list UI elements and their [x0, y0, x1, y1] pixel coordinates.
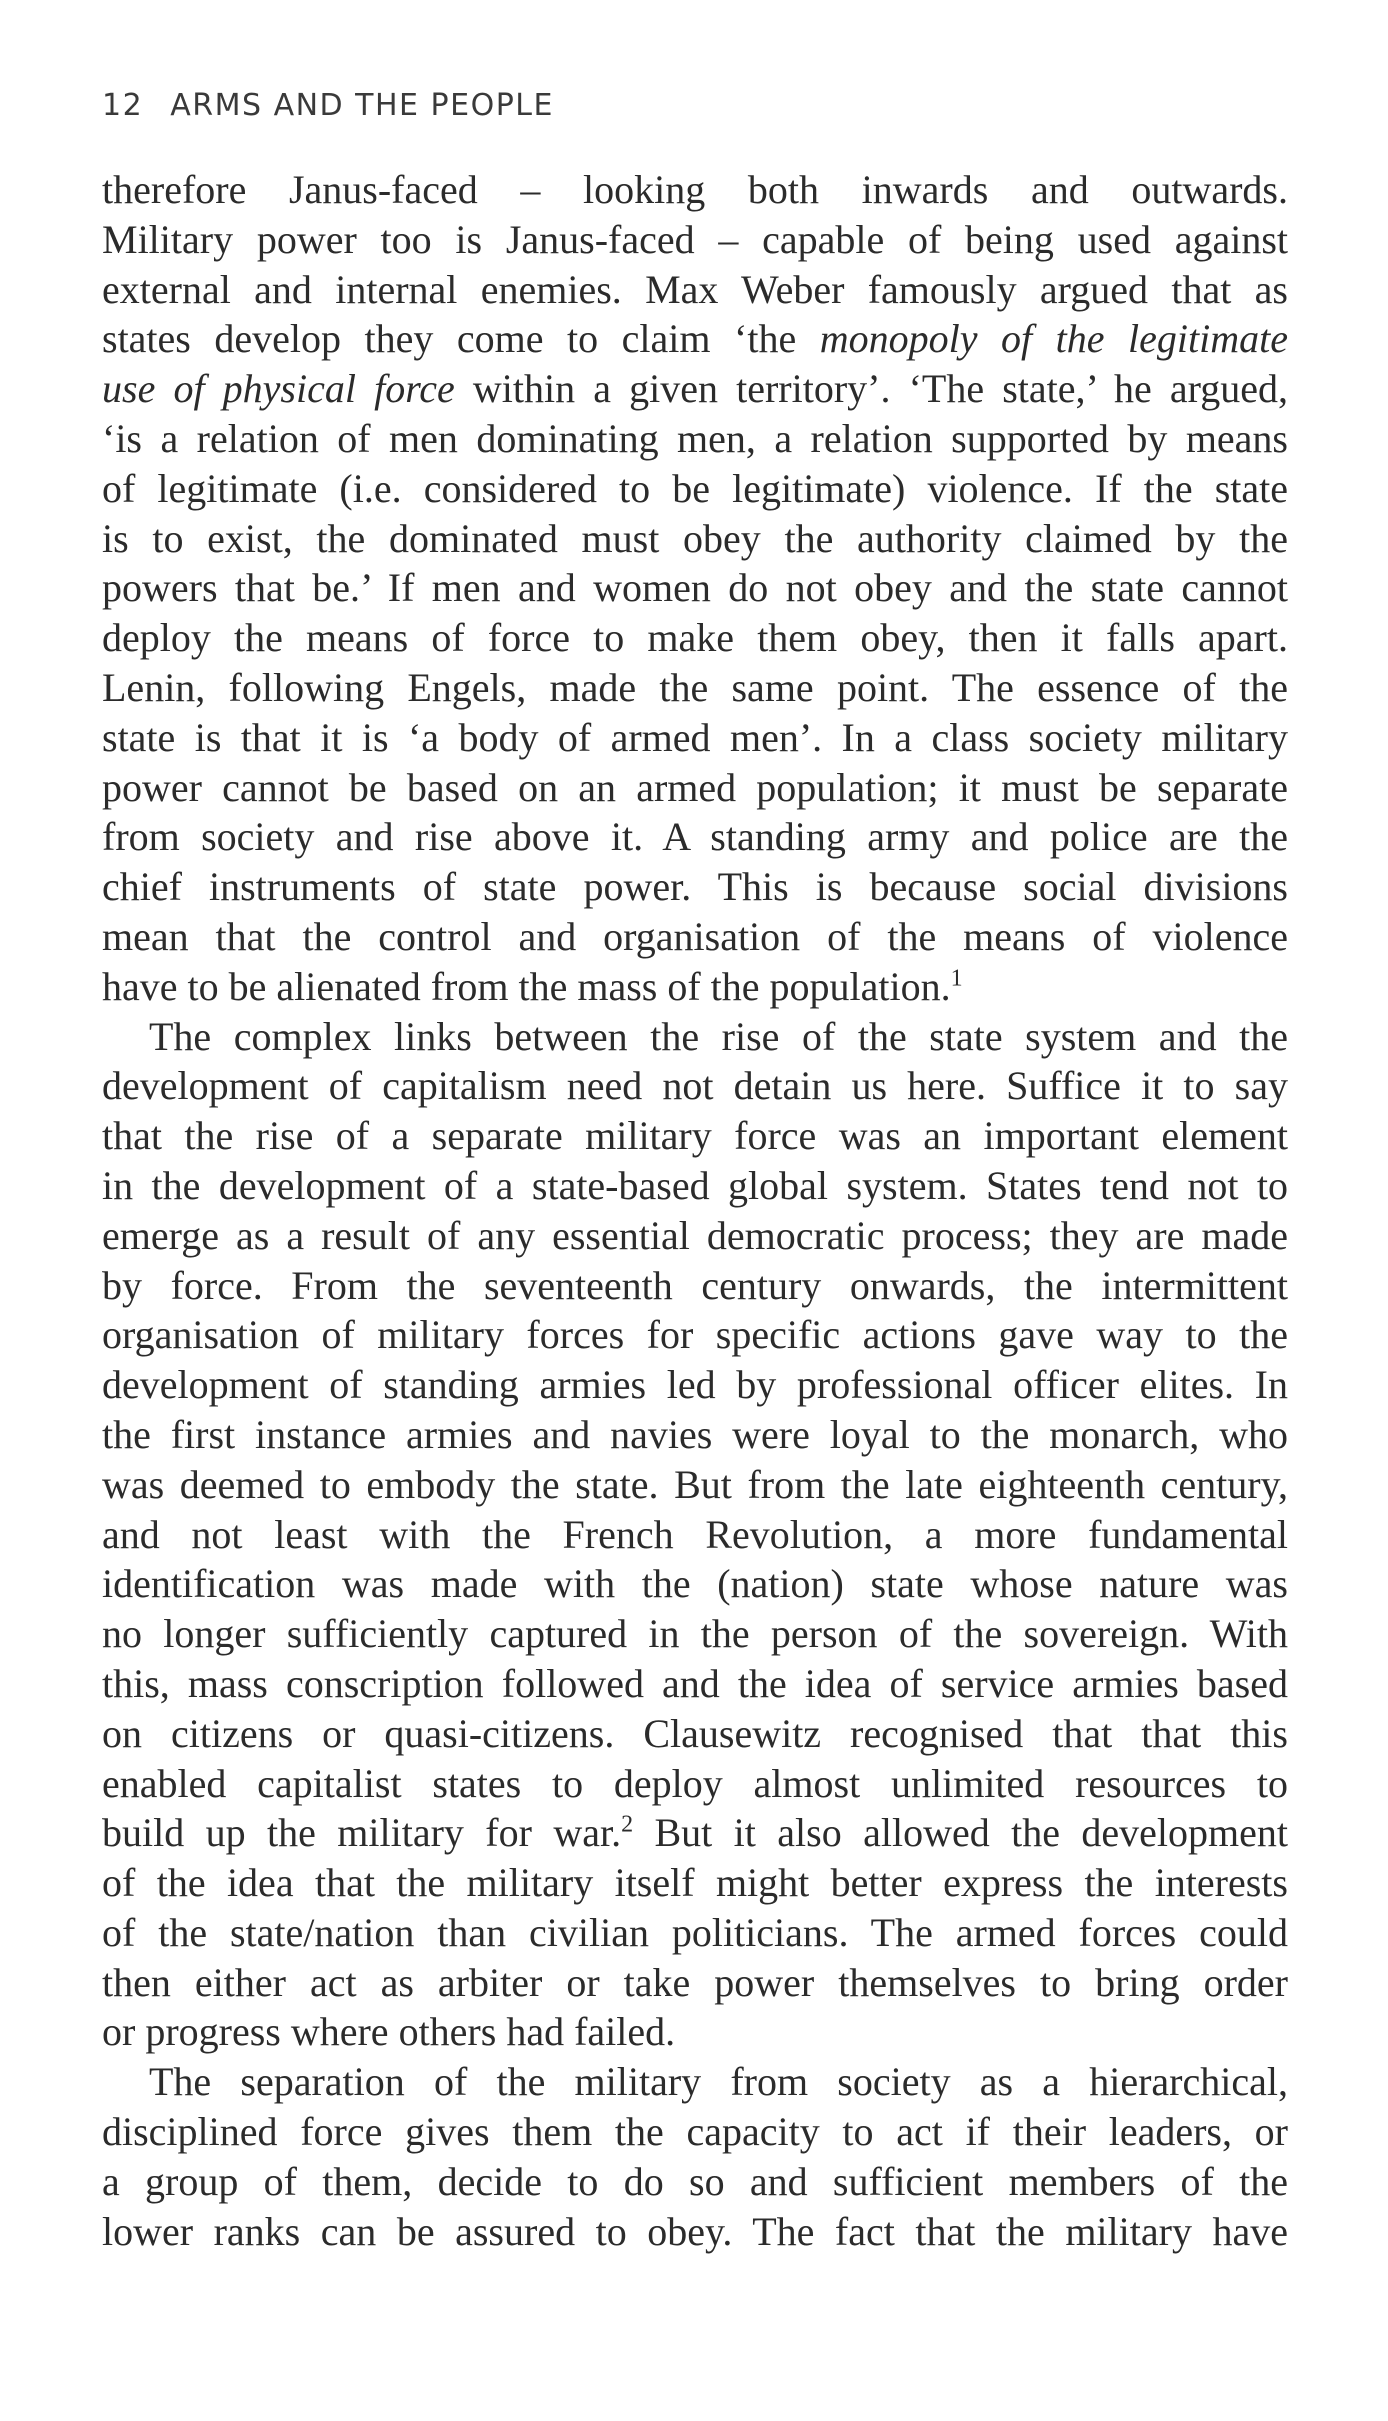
text-run: states develop they come to claim ‘the — [102, 316, 797, 362]
paragraph-1 — [102, 165, 1288, 1012]
text-line: is to exist, the dominated must obey the authority claimed by the — [102, 515, 1288, 561]
text-line — [102, 314, 1288, 364]
text-line: ‘is a relation of men dominating men, a relation supported by means — [102, 415, 1288, 461]
text-line: in the development of a state-based global system. States tend not to — [102, 1162, 1288, 1208]
page-number: 12 — [102, 88, 144, 123]
text-line: deploy the means of force to make them obey, then it falls apart. — [102, 615, 1288, 661]
running-header — [102, 86, 1288, 126]
paragraph-3 — [102, 2057, 1288, 2256]
book-page — [102, 86, 1288, 2256]
text-line: was deemed to embody the state. But from the late eighteenth century, — [102, 1461, 1288, 1507]
text-run: But it also allowed the development — [633, 1810, 1288, 1856]
text-line: Military power too is Janus-faced – capable of being used against — [102, 216, 1288, 262]
text-line: enabled capitalist states to deploy almost unlimited resources to — [102, 1760, 1288, 1806]
text-line: that the rise of a separate military force was an important element — [102, 1113, 1288, 1159]
text-line: power cannot be based on an armed population; it must be separate — [102, 764, 1288, 810]
text-line: lower ranks can be assured to obey. The fact that the military have — [102, 2208, 1288, 2254]
text-line — [102, 364, 1288, 414]
text-line: The complex links between the rise of the state system and the — [149, 1013, 1288, 1059]
text-line: on citizens or quasi-citizens. Clausewitz recognised that that this — [102, 1710, 1288, 1756]
text-line: emerge as a result of any essential democratic process; they are made — [102, 1212, 1288, 1258]
text-line: powers that be.’ If men and women do not obey and the state cannot — [102, 565, 1288, 611]
text-run: build up the military for war. — [102, 1810, 622, 1856]
text-line — [102, 1808, 1288, 1858]
text-line: development of standing armies led by professional officer elites. In — [102, 1362, 1288, 1408]
text-line: disciplined force gives them the capacity to act if their leaders, or — [102, 2109, 1288, 2155]
footnote-reference: 2 — [621, 1811, 634, 1838]
text-line: external and internal enemies. Max Weber famously argued that as — [102, 266, 1288, 312]
text-run: have to be alienated from the mass of the population. — [102, 963, 951, 1009]
text-line: of the state/nation than civilian politicians. The armed forces could — [102, 1909, 1288, 1955]
text-line: mean that the control and organisation of the means of violence — [102, 913, 1288, 959]
text-line: or progress where others had failed. — [102, 2009, 676, 2055]
running-title: ARMS AND THE PEOPLE — [170, 88, 554, 123]
text-run: within a given territory’. ‘The state,’ he argued, — [454, 366, 1288, 412]
text-line: Lenin, following Engels, made the same point. The essence of the — [102, 664, 1288, 710]
text-line: therefore Janus-faced – looking both inwards and outwards. — [102, 167, 1288, 212]
text-line: then either act as arbiter or take power themselves to bring order — [102, 1959, 1288, 2005]
text-line: identification was made with the (nation) state whose nature was — [102, 1561, 1288, 1607]
text-line: chief instruments of state power. This is because social divisions — [102, 864, 1288, 910]
text-line: and not least with the French Revolution, a more fundamental — [102, 1511, 1288, 1557]
text-line: of the idea that the military itself might better express the interests — [102, 1860, 1288, 1906]
text-line: no longer sufficiently captured in the person of the sovereign. With — [102, 1611, 1288, 1657]
text-line: from society and rise above it. A standing army and police are the — [102, 814, 1288, 860]
text-line: by force. From the seventeenth century onwards, the intermittent — [102, 1262, 1288, 1308]
italic-phrase: use of physical force — [102, 366, 455, 412]
text-line — [102, 962, 1288, 1012]
italic-phrase: monopoly of the legitimate — [819, 316, 1288, 362]
body-text — [102, 165, 1288, 2256]
paragraph-2 — [102, 1012, 1288, 2058]
text-line: organisation of military forces for specific actions gave way to the — [102, 1312, 1288, 1358]
text-line: the first instance armies and navies were loyal to the monarch, who — [102, 1411, 1288, 1457]
text-line: of legitimate (i.e. considered to be legitimate) violence. If the state — [102, 465, 1288, 511]
text-line: this, mass conscription followed and the idea of service armies based — [102, 1660, 1288, 1706]
text-line: state is that it is ‘a body of armed men’. In a class society military — [102, 714, 1288, 760]
text-line: The separation of the military from society as a hierarchical, — [149, 2059, 1288, 2105]
footnote-reference: 1 — [950, 965, 963, 992]
text-line: a group of them, decide to do so and sufficient members of the — [102, 2158, 1288, 2204]
text-line: development of capitalism need not detain us here. Suffice it to say — [102, 1063, 1288, 1109]
